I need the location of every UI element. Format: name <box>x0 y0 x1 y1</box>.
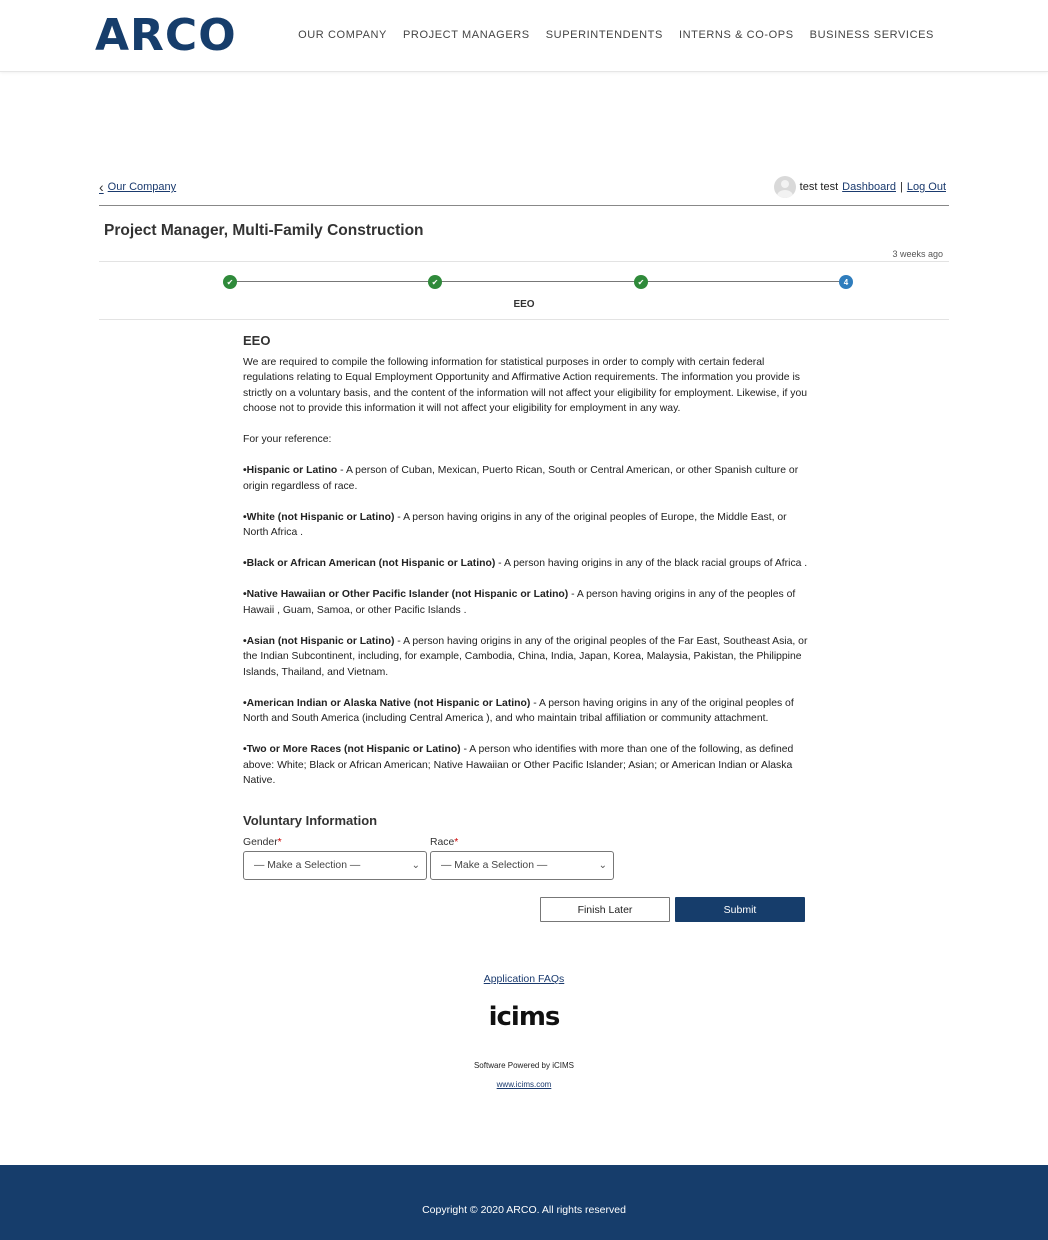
back-link[interactable] <box>99 179 176 195</box>
separator: | <box>900 181 903 193</box>
gender-select-value: — Make a Selection — <box>254 860 361 871</box>
eeo-content <box>243 333 808 804</box>
chevron-down-icon: ⌄ <box>598 860 607 871</box>
job-title: Project Manager, Multi-Family Construction <box>104 222 424 239</box>
race-label: Race* <box>430 837 459 848</box>
copyright: Copyright © 2020 ARCO. All rights reserved <box>422 1204 626 1216</box>
posted-date: 3 weeks ago <box>892 249 943 259</box>
definition-white: •White (not Hispanic or Latino) - A person having origins in any of the original peoples of Europe, the Middle East, or North Africa . <box>243 511 787 538</box>
icims-url-container <box>0 1080 1048 1089</box>
logout-link[interactable]: Log Out <box>906 181 946 193</box>
icims-logo: icims <box>488 1002 560 1032</box>
definition-black: •Black or African American (not Hispanic or Latino) - A person having origins in any of the black racial groups of Africa . <box>243 558 808 569</box>
nav-project-managers[interactable]: PROJECT MANAGERS <box>403 29 530 41</box>
race-select[interactable] <box>430 851 614 880</box>
gender-label: Gender* <box>243 837 282 848</box>
definition-hispanic: •Hispanic or Latino - A person of Cuban, Mexican, Puerto Rican, South or Central American, or other Spanish culture or origin regardless of race. <box>243 465 799 492</box>
site-footer <box>0 1165 1048 1240</box>
definition-asian: •Asian (not Hispanic or Latino) - A person having origins in any of the original peoples of the Far East, Southeast Asia, or the Indian Subcontinent, including, for example, Cambodia, China, India, Japan, Korea, Malaysia, Pakistan, the Philippine Islands, Thailand, and Vietnam. <box>243 635 808 678</box>
gender-select[interactable] <box>243 851 427 880</box>
nav-interns-coops[interactable]: INTERNS & CO-OPS <box>678 29 794 41</box>
finish-later-button[interactable]: Finish Later <box>540 897 670 922</box>
user-name: test test <box>799 181 839 193</box>
arco-logo[interactable]: ARCO <box>95 10 237 61</box>
chevron-down-icon: ⌄ <box>411 860 420 871</box>
user-area <box>774 176 946 198</box>
current-step-label: EEO <box>513 299 535 310</box>
portal-topbar <box>99 176 949 206</box>
site-header <box>0 0 1048 72</box>
nav-our-company[interactable]: OUR COMPANY <box>298 29 387 41</box>
definition-american-indian: •American Indian or Alaska Native (not Hispanic or Latino) - A person having origins in any of the original peoples of North and South America (including Central America ), and who maintain tribal affiliation or community attachment. <box>243 697 794 724</box>
chevron-left-icon: ‹ <box>99 179 104 195</box>
voluntary-info-title: Voluntary Information <box>243 813 378 828</box>
eeo-reference: For your reference: <box>243 434 332 445</box>
icims-url-link[interactable]: www.icims.com <box>496 1080 552 1089</box>
eeo-intro: We are required to compile the following information for statistical purposes in order to comply with certain federal regulations relating to Equal Employment Opportunity and Affirmative Action requirements. The information you provide is strictly on a voluntary basis, and the content of the information will not affect your eligibility for employment. Likewise, if you choose not to provide this information it will not affect your eligibility for employment in any way. <box>243 356 808 414</box>
step-1-check-icon: ✔ <box>223 275 237 289</box>
definition-pacific-islander: •Native Hawaiian or Other Pacific Islander (not Hispanic or Latino) - A person having origins in any of the peoples of Hawaii , Guam, Samoa, or other Pacific Islands . <box>243 589 796 616</box>
step-2-check-icon: ✔ <box>428 275 442 289</box>
dashboard-link[interactable]: Dashboard <box>842 181 896 193</box>
application-faqs-link[interactable]: Application FAQs <box>483 973 565 985</box>
main-nav <box>298 29 934 41</box>
divider <box>99 319 949 320</box>
nav-business-services[interactable]: BUSINESS SERVICES <box>809 29 934 41</box>
back-link-label: Our Company <box>107 181 177 193</box>
progress-track <box>230 281 846 282</box>
definition-two-or-more: •Two or More Races (not Hispanic or Latino) - A person who identifies with more than one of the following, as defined above: White; Black or African American; Native Hawaiian or Other Pacific Islander; Asian; or American Indian or Alaska Native. <box>243 744 794 786</box>
faq-container <box>0 973 1048 985</box>
nav-superintendents[interactable]: SUPERINTENDENTS <box>545 29 663 41</box>
powered-by: Software Powered by iCIMS <box>473 1061 575 1070</box>
race-select-value: — Make a Selection — <box>441 860 548 871</box>
step-3-check-icon: ✔ <box>634 275 648 289</box>
divider <box>99 261 949 262</box>
avatar <box>774 176 796 198</box>
eeo-heading: EEO <box>243 333 271 348</box>
submit-button[interactable]: Submit <box>675 897 805 922</box>
step-4-current: 4 <box>839 275 853 289</box>
